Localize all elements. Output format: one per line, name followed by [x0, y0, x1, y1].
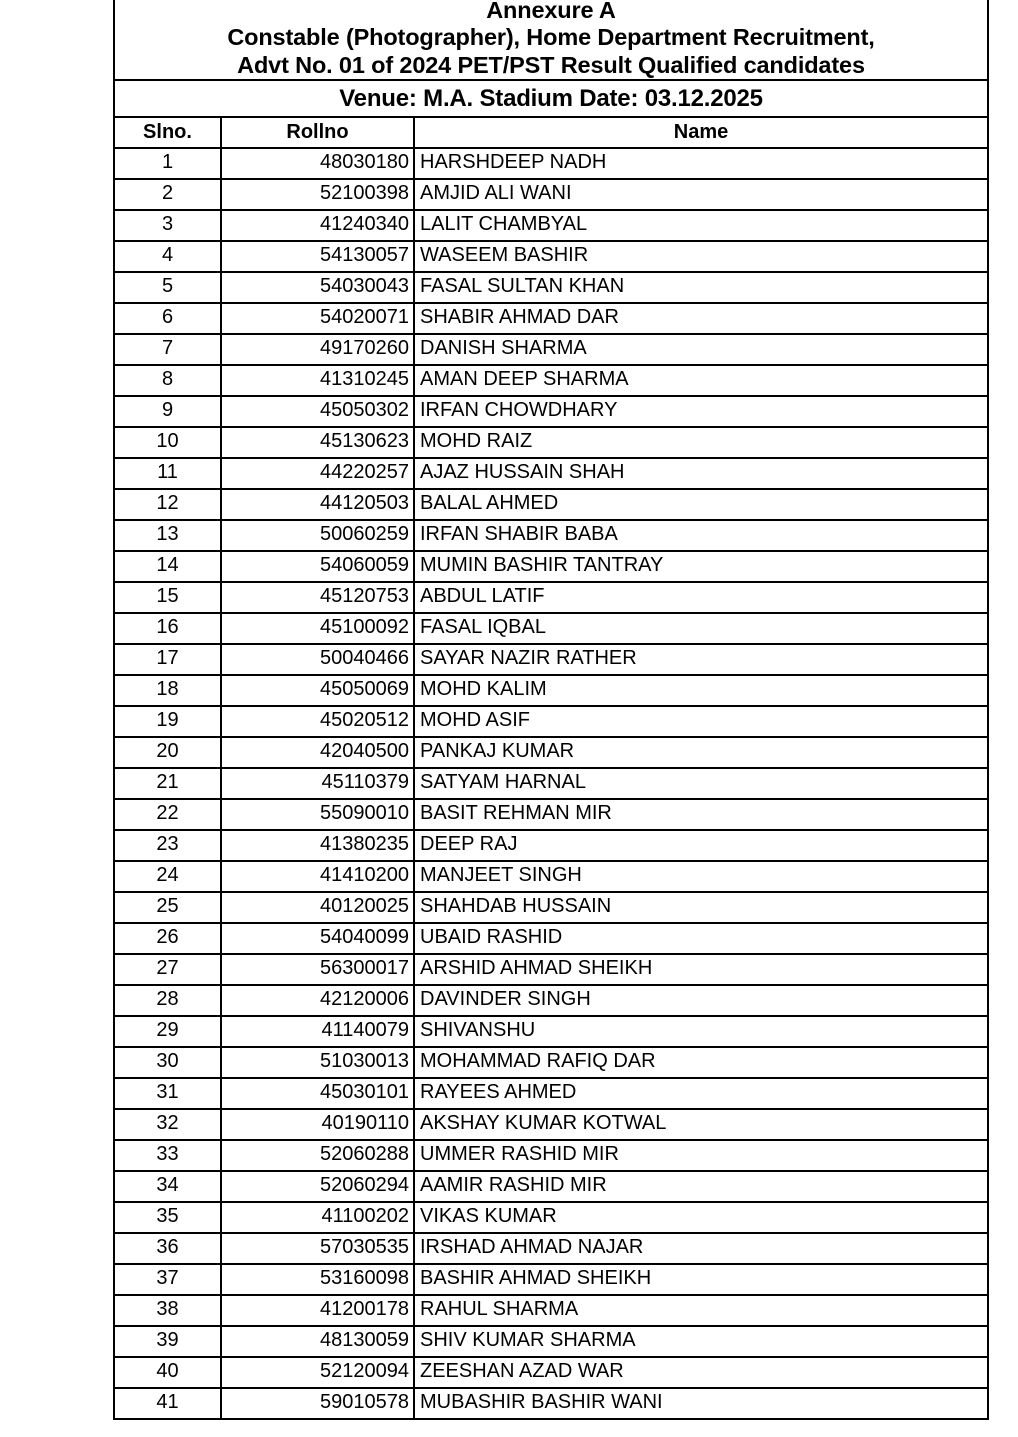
cell-name: HARSHDEEP NADH — [414, 148, 988, 179]
cell-rollno: 40190110 — [221, 1109, 414, 1140]
cell-rollno: 45100092 — [221, 613, 414, 644]
table-row — [114, 303, 988, 334]
advertisement-title-line: Advt No. 01 of 2024 PET/PST Result Qualified candidates — [237, 51, 865, 78]
annexure-label: Annexure A — [486, 0, 616, 23]
cell-rollno: 52060288 — [221, 1140, 414, 1171]
cell-name: SHABIR AHMAD DAR — [414, 303, 988, 334]
cell-rollno: 41410200 — [221, 861, 414, 892]
cell-name: IRFAN CHOWDHARY — [414, 396, 988, 427]
cell-name: SHIVANSHU — [414, 1016, 988, 1047]
cell-slno: 1 — [114, 148, 221, 179]
cell-name: AAMIR RASHID MIR — [414, 1171, 988, 1202]
cell-rollno: 52060294 — [221, 1171, 414, 1202]
cell-rollno: 49170260 — [221, 334, 414, 365]
cell-name: MUBASHIR BASHIR WANI — [414, 1388, 988, 1419]
cell-slno: 24 — [114, 861, 221, 892]
cell-slno: 15 — [114, 582, 221, 613]
cell-rollno: 51030013 — [221, 1047, 414, 1078]
cell-name: DAVINDER SINGH — [414, 985, 988, 1016]
cell-rollno: 41200178 — [221, 1295, 414, 1326]
table-row — [114, 1140, 988, 1171]
cell-rollno: 54040099 — [221, 923, 414, 954]
document-title-row — [114, 0, 988, 80]
cell-rollno: 45020512 — [221, 706, 414, 737]
table-row — [114, 551, 988, 582]
cell-name: SHAHDAB HUSSAIN — [414, 892, 988, 923]
cell-slno: 10 — [114, 427, 221, 458]
cell-slno: 21 — [114, 768, 221, 799]
cell-rollno: 41380235 — [221, 830, 414, 861]
cell-slno: 31 — [114, 1078, 221, 1109]
cell-name: MOHD KALIM — [414, 675, 988, 706]
table-row — [114, 861, 988, 892]
cell-rollno: 50040466 — [221, 644, 414, 675]
table-row — [114, 1326, 988, 1357]
cell-slno: 12 — [114, 489, 221, 520]
cell-slno: 25 — [114, 892, 221, 923]
cell-name: AMAN DEEP SHARMA — [414, 365, 988, 396]
table-row — [114, 892, 988, 923]
cell-slno: 19 — [114, 706, 221, 737]
table-row — [114, 396, 988, 427]
table-row — [114, 520, 988, 551]
cell-slno: 7 — [114, 334, 221, 365]
qualified-candidates-table — [113, 0, 989, 1420]
cell-slno: 18 — [114, 675, 221, 706]
table-row — [114, 1109, 988, 1140]
table-row — [114, 1202, 988, 1233]
table-row — [114, 489, 988, 520]
cell-rollno: 41140079 — [221, 1016, 414, 1047]
cell-slno: 13 — [114, 520, 221, 551]
cell-name: IRFAN SHABIR BABA — [414, 520, 988, 551]
cell-name: PANKAJ KUMAR — [414, 737, 988, 768]
table-row — [114, 1233, 988, 1264]
cell-rollno: 41240340 — [221, 210, 414, 241]
table-row — [114, 954, 988, 985]
cell-slno: 23 — [114, 830, 221, 861]
cell-name: MOHD RAIZ — [414, 427, 988, 458]
table-row — [114, 427, 988, 458]
cell-slno: 30 — [114, 1047, 221, 1078]
table-row — [114, 1047, 988, 1078]
cell-slno: 16 — [114, 613, 221, 644]
cell-name: UBAID RASHID — [414, 923, 988, 954]
cell-rollno: 48030180 — [221, 148, 414, 179]
cell-name: WASEEM BASHIR — [414, 241, 988, 272]
cell-rollno: 41100202 — [221, 1202, 414, 1233]
table-row — [114, 272, 988, 303]
cell-rollno: 45050302 — [221, 396, 414, 427]
cell-name: MANJEET SINGH — [414, 861, 988, 892]
cell-slno: 14 — [114, 551, 221, 582]
cell-slno: 41 — [114, 1388, 221, 1419]
cell-slno: 4 — [114, 241, 221, 272]
cell-name: SAYAR NAZIR RATHER — [414, 644, 988, 675]
cell-slno: 8 — [114, 365, 221, 396]
cell-slno: 29 — [114, 1016, 221, 1047]
table-row — [114, 210, 988, 241]
cell-slno: 20 — [114, 737, 221, 768]
table-row — [114, 241, 988, 272]
cell-rollno: 42120006 — [221, 985, 414, 1016]
cell-name: AJAZ HUSSAIN SHAH — [414, 458, 988, 489]
table-row — [114, 799, 988, 830]
table-row — [114, 768, 988, 799]
cell-name: AMJID ALI WANI — [414, 179, 988, 210]
table-row — [114, 1388, 988, 1419]
cell-name: RAHUL SHARMA — [414, 1295, 988, 1326]
cell-name: ABDUL LATIF — [414, 582, 988, 613]
cell-name: BASHIR AHMAD SHEIKH — [414, 1264, 988, 1295]
table-header-group — [114, 0, 988, 148]
cell-rollno: 45130623 — [221, 427, 414, 458]
cell-slno: 11 — [114, 458, 221, 489]
column-header-rollno: Rollno — [221, 117, 414, 148]
cell-rollno: 53160098 — [221, 1264, 414, 1295]
table-row — [114, 365, 988, 396]
cell-rollno: 40120025 — [221, 892, 414, 923]
cell-rollno: 41310245 — [221, 365, 414, 396]
cell-name: ZEESHAN AZAD WAR — [414, 1357, 988, 1388]
table-body — [114, 148, 988, 1419]
table-row — [114, 1357, 988, 1388]
venue-row — [114, 80, 988, 117]
cell-rollno: 45050069 — [221, 675, 414, 706]
table-row — [114, 737, 988, 768]
cell-rollno: 55090010 — [221, 799, 414, 830]
column-header-name: Name — [414, 117, 988, 148]
cell-rollno: 50060259 — [221, 520, 414, 551]
cell-rollno: 44120503 — [221, 489, 414, 520]
cell-rollno: 54060059 — [221, 551, 414, 582]
cell-slno: 32 — [114, 1109, 221, 1140]
cell-slno: 5 — [114, 272, 221, 303]
cell-name: FASAL IQBAL — [414, 613, 988, 644]
cell-slno: 38 — [114, 1295, 221, 1326]
cell-name: AKSHAY KUMAR KOTWAL — [414, 1109, 988, 1140]
column-header-row — [114, 117, 988, 148]
cell-name: SHIV KUMAR SHARMA — [414, 1326, 988, 1357]
table-row — [114, 706, 988, 737]
cell-name: BALAL AHMED — [414, 489, 988, 520]
table-row — [114, 1264, 988, 1295]
cell-slno: 26 — [114, 923, 221, 954]
recruitment-title-line: Constable (Photographer), Home Department Recruitment, — [227, 24, 875, 51]
cell-name: IRSHAD AHMAD NAJAR — [414, 1233, 988, 1264]
cell-rollno: 52120094 — [221, 1357, 414, 1388]
cell-slno: 3 — [114, 210, 221, 241]
cell-name: DANISH SHARMA — [414, 334, 988, 365]
cell-name: RAYEES AHMED — [414, 1078, 988, 1109]
cell-slno: 36 — [114, 1233, 221, 1264]
cell-slno: 37 — [114, 1264, 221, 1295]
table-row — [114, 613, 988, 644]
cell-name: MUMIN BASHIR TANTRAY — [414, 551, 988, 582]
table-row — [114, 644, 988, 675]
table-row — [114, 458, 988, 489]
venue-and-date: Venue: M.A. Stadium Date: 03.12.2025 — [114, 80, 988, 117]
cell-rollno: 44220257 — [221, 458, 414, 489]
table-row — [114, 985, 988, 1016]
cell-rollno: 45120753 — [221, 582, 414, 613]
cell-slno: 6 — [114, 303, 221, 334]
table-row — [114, 582, 988, 613]
table-row — [114, 179, 988, 210]
table-row — [114, 334, 988, 365]
cell-name: MOHD ASIF — [414, 706, 988, 737]
table-row — [114, 923, 988, 954]
cell-rollno: 57030535 — [221, 1233, 414, 1264]
cell-rollno: 54130057 — [221, 241, 414, 272]
cell-slno: 17 — [114, 644, 221, 675]
cell-slno: 28 — [114, 985, 221, 1016]
cell-name: BASIT REHMAN MIR — [414, 799, 988, 830]
table-row — [114, 148, 988, 179]
cell-name: ARSHID AHMAD SHEIKH — [414, 954, 988, 985]
cell-slno: 40 — [114, 1357, 221, 1388]
cell-name: SATYAM HARNAL — [414, 768, 988, 799]
table-row — [114, 830, 988, 861]
cell-slno: 27 — [114, 954, 221, 985]
table-row — [114, 675, 988, 706]
cell-rollno: 48130059 — [221, 1326, 414, 1357]
table-row — [114, 1295, 988, 1326]
cell-name: MOHAMMAD RAFIQ DAR — [414, 1047, 988, 1078]
cell-rollno: 42040500 — [221, 737, 414, 768]
cell-name: VIKAS KUMAR — [414, 1202, 988, 1233]
document-title-block — [114, 0, 988, 80]
cell-name: FASAL SULTAN KHAN — [414, 272, 988, 303]
cell-rollno: 56300017 — [221, 954, 414, 985]
table-row — [114, 1016, 988, 1047]
cell-slno: 35 — [114, 1202, 221, 1233]
cell-slno: 9 — [114, 396, 221, 427]
cell-slno: 39 — [114, 1326, 221, 1357]
cell-rollno: 54020071 — [221, 303, 414, 334]
cell-slno: 33 — [114, 1140, 221, 1171]
cell-rollno: 45110379 — [221, 768, 414, 799]
cell-rollno: 59010578 — [221, 1388, 414, 1419]
cell-slno: 22 — [114, 799, 221, 830]
cell-rollno: 52100398 — [221, 179, 414, 210]
table-row — [114, 1171, 988, 1202]
cell-slno: 2 — [114, 179, 221, 210]
column-header-slno: Slno. — [114, 117, 221, 148]
cell-rollno: 45030101 — [221, 1078, 414, 1109]
cell-name: DEEP RAJ — [414, 830, 988, 861]
cell-name: LALIT CHAMBYAL — [414, 210, 988, 241]
cell-rollno: 54030043 — [221, 272, 414, 303]
cell-name: UMMER RASHID MIR — [414, 1140, 988, 1171]
cell-slno: 34 — [114, 1171, 221, 1202]
table-row — [114, 1078, 988, 1109]
